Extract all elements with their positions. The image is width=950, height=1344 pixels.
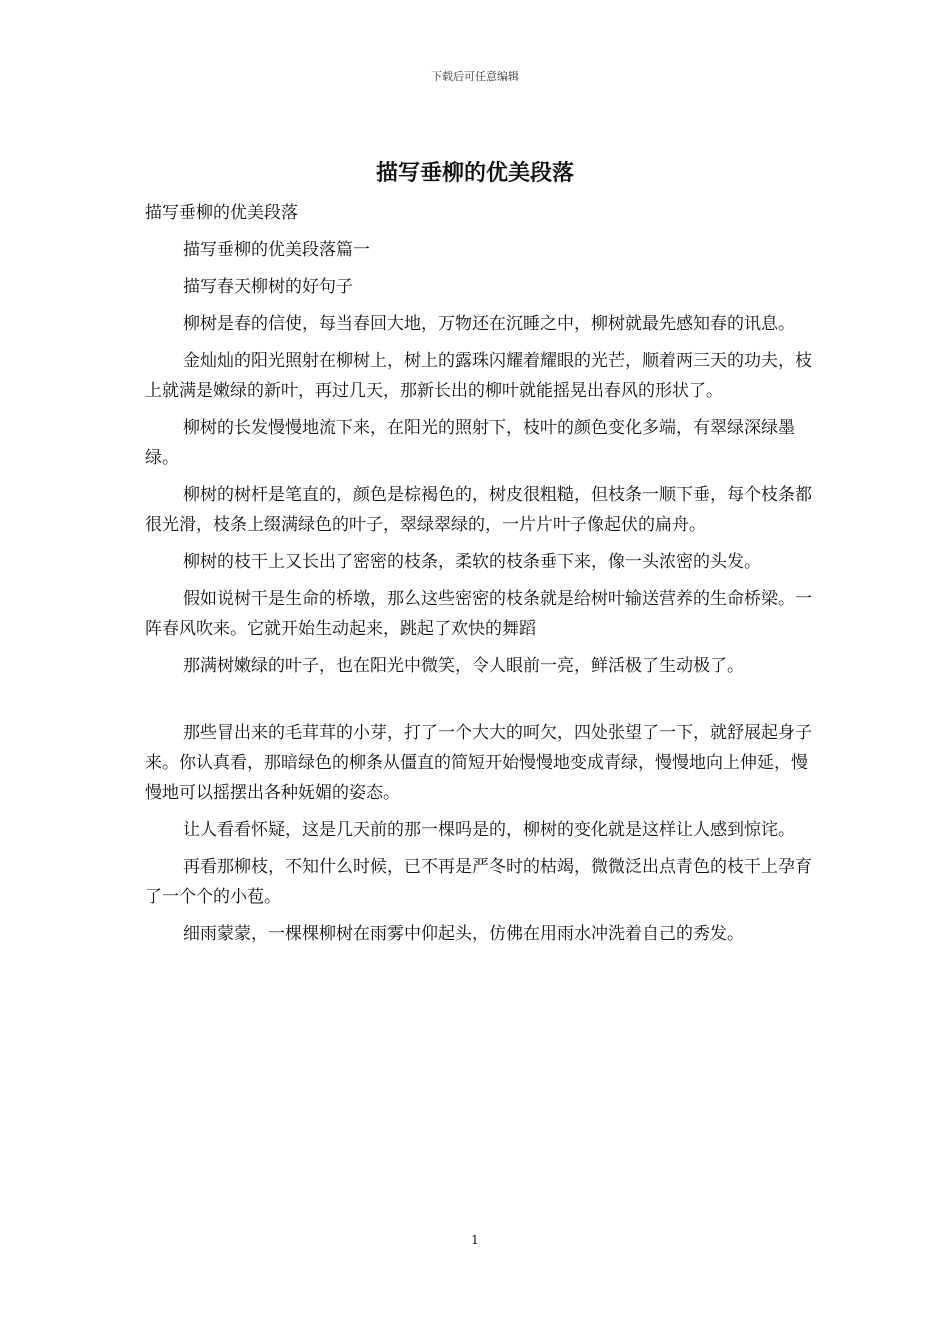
paragraph: 细雨蒙蒙，一棵棵柳树在雨雾中仰起头，仿佛在用雨水冲洗着自己的秀发。: [183, 924, 744, 944]
paragraph: 再看那柳枝，不知什么时候，已不再是严冬时的枯竭，微微泛出点青色的枝干上孕育了一个个的小苞。: [145, 857, 812, 907]
paragraph: 柳树的树杆是笔直的，颜色是棕褐色的，树皮很粗糙，但枝条一顺下垂，每个枝条都很光滑，枝条上缀满绿色的叶子，翠绿翠绿的，一片片叶子像起伏的扁舟。: [145, 485, 812, 535]
paragraph: 柳树的枝干上又长出了密密的枝条，柔软的枝条垂下来，像一头浓密的头发。: [183, 552, 761, 572]
paragraph: 金灿灿的阳光照射在柳树上，树上的露珠闪耀着耀眼的光芒，顺着两三天的功夫，枝上就满是嫩绿的新叶，再过几天，那新长出的柳叶就能摇晃出春风的形状了。: [145, 351, 812, 401]
paragraph-subtitle: 描写垂柳的优美段落: [145, 203, 298, 223]
page-number: 1: [471, 1233, 479, 1247]
paragraph-section-subheading: 描写春天柳树的好句子: [183, 277, 353, 297]
paragraph: 假如说树干是生命的桥墩，那么这些密密的枝条就是给树叶输送营养的生命桥梁。一阵春风吹来。它就开始生动起来，跳起了欢快的舞蹈: [145, 589, 812, 639]
paragraph: 柳树的长发慢慢地流下来，在阳光的照射下，枝叶的颜色变化多端，有翠绿深绿墨绿。: [145, 418, 795, 468]
document-body: [145, 198, 815, 956]
paragraph: 让人看看怀疑，这是几天前的那一棵吗是的，柳树的变化就是这样让人感到惊诧。: [183, 820, 795, 840]
paragraph: 柳树是春的信使，每当春回大地，万物还在沉睡之中，柳树就最先感知春的讯息。: [183, 314, 795, 334]
document-title: 描写垂柳的优美段落: [375, 160, 574, 186]
paragraph-section-heading: 描写垂柳的优美段落篇一: [183, 240, 370, 260]
header-note: 下载后可任意编辑: [431, 70, 519, 83]
paragraph: 那些冒出来的毛茸茸的小芽，打了一个大大的呵欠，四处张望了一下，就舒展起身子来。你认真看，那暗绿色的柳条从僵直的简短开始慢慢地变成青绿，慢慢地向上伸延，慢慢地可以摇摆出各种妩媚的姿态。: [145, 723, 812, 803]
paragraph: 那满树嫩绿的叶子，也在阳光中微笑，令人眼前一亮，鲜活极了生动极了。: [183, 656, 744, 676]
